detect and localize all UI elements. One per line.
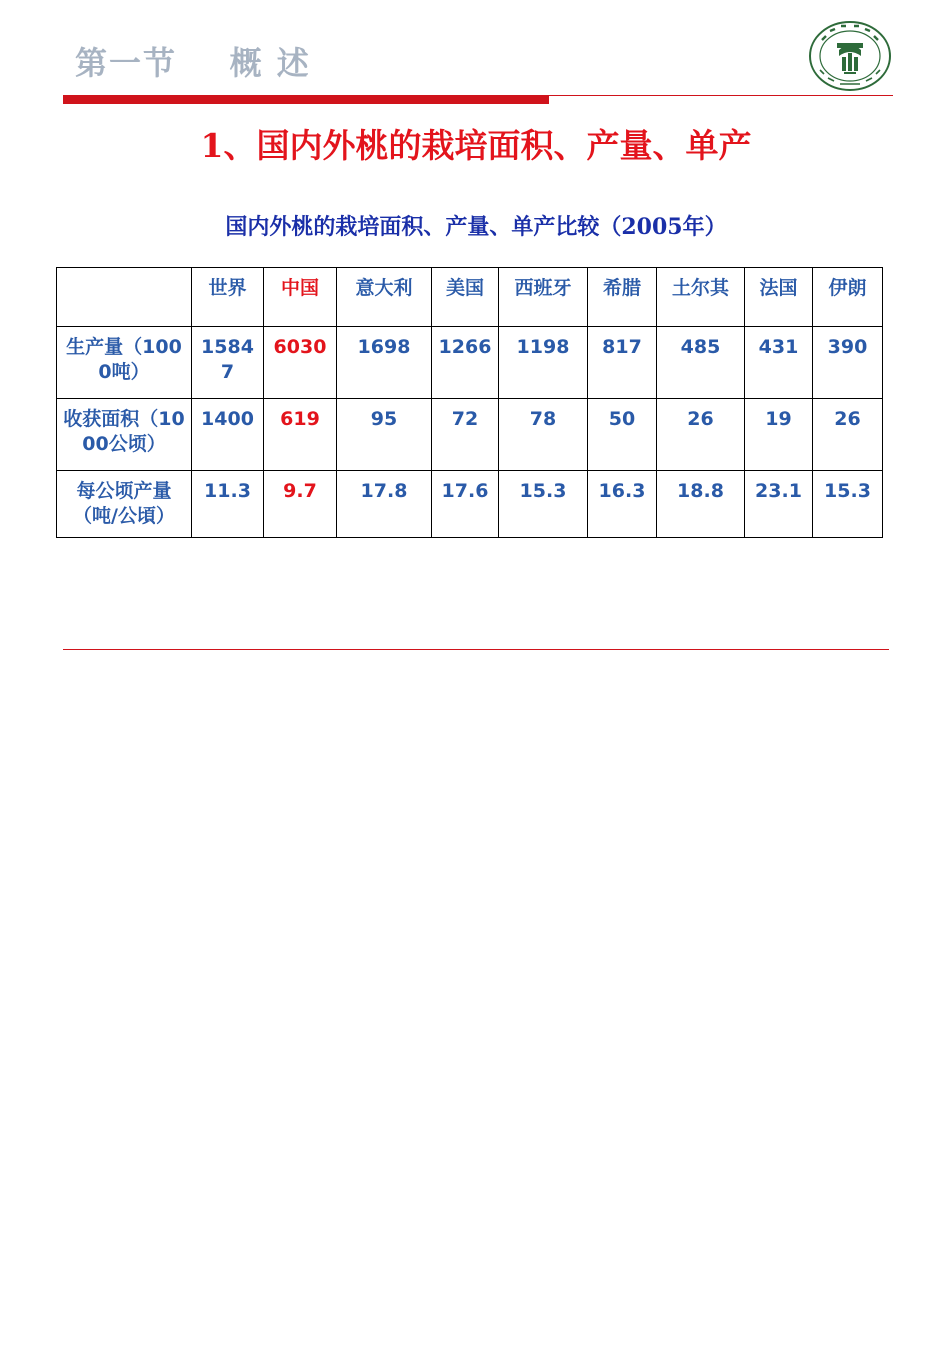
table-cell: 15847: [192, 327, 264, 399]
table-cell: 50: [588, 399, 657, 471]
row-label: 每公顷产量（吨/公頃）: [57, 471, 192, 538]
table-cell: 1266: [432, 327, 499, 399]
table-cell: 485: [657, 327, 745, 399]
section-title: 第一节 概 述: [75, 44, 311, 82]
table-cell: 9.7: [264, 471, 337, 538]
table-cell: 15.3: [499, 471, 588, 538]
table-cell: 18.8: [657, 471, 745, 538]
table-row: [57, 327, 883, 399]
table-header-cell: 中国: [264, 268, 337, 327]
table-cell: 15.3: [813, 471, 883, 538]
table-cell: 1698: [337, 327, 432, 399]
table-row: [57, 471, 883, 538]
table-cell: 17.8: [337, 471, 432, 538]
table-cell: 6030: [264, 327, 337, 399]
table-header-cell: [57, 268, 192, 327]
table-cell: 26: [813, 399, 883, 471]
table-caption: 国内外桃的栽培面积、产量、单产比较（2005年）: [225, 214, 727, 240]
comparison-table: [56, 267, 883, 538]
table-cell: 72: [432, 399, 499, 471]
table-header-cell: 世界: [192, 268, 264, 327]
table-header-row: [57, 268, 883, 327]
table-header-cell: 土尔其: [657, 268, 745, 327]
table-cell: 431: [745, 327, 813, 399]
table-cell: 26: [657, 399, 745, 471]
table-cell: 1400: [192, 399, 264, 471]
table-cell: 78: [499, 399, 588, 471]
header-rule-thin: [549, 95, 893, 96]
table-cell: 817: [588, 327, 657, 399]
table-cell: 19: [745, 399, 813, 471]
table-cell: 1198: [499, 327, 588, 399]
header-rule-thick: [63, 95, 549, 104]
table-cell: 16.3: [588, 471, 657, 538]
table-cell: 11.3: [192, 471, 264, 538]
table-header-cell: 伊朗: [813, 268, 883, 327]
table-header-cell: 希腊: [588, 268, 657, 327]
table-cell: 23.1: [745, 471, 813, 538]
table-cell: 95: [337, 399, 432, 471]
table-header-cell: 法国: [745, 268, 813, 327]
table-cell: 619: [264, 399, 337, 471]
university-emblem-icon: [808, 20, 892, 92]
table-header-cell: 意大利: [337, 268, 432, 327]
row-label: 生产量（1000吨）: [57, 327, 192, 399]
footer-rule: [63, 649, 889, 650]
table-header-cell: 西班牙: [499, 268, 588, 327]
page-heading: 1、国内外桃的栽培面积、产量、单产: [200, 126, 752, 165]
table-header-cell: 美国: [432, 268, 499, 327]
table-cell: 390: [813, 327, 883, 399]
table-cell: 17.6: [432, 471, 499, 538]
table-row: [57, 399, 883, 471]
row-label: 收获面积（1000公顷）: [57, 399, 192, 471]
